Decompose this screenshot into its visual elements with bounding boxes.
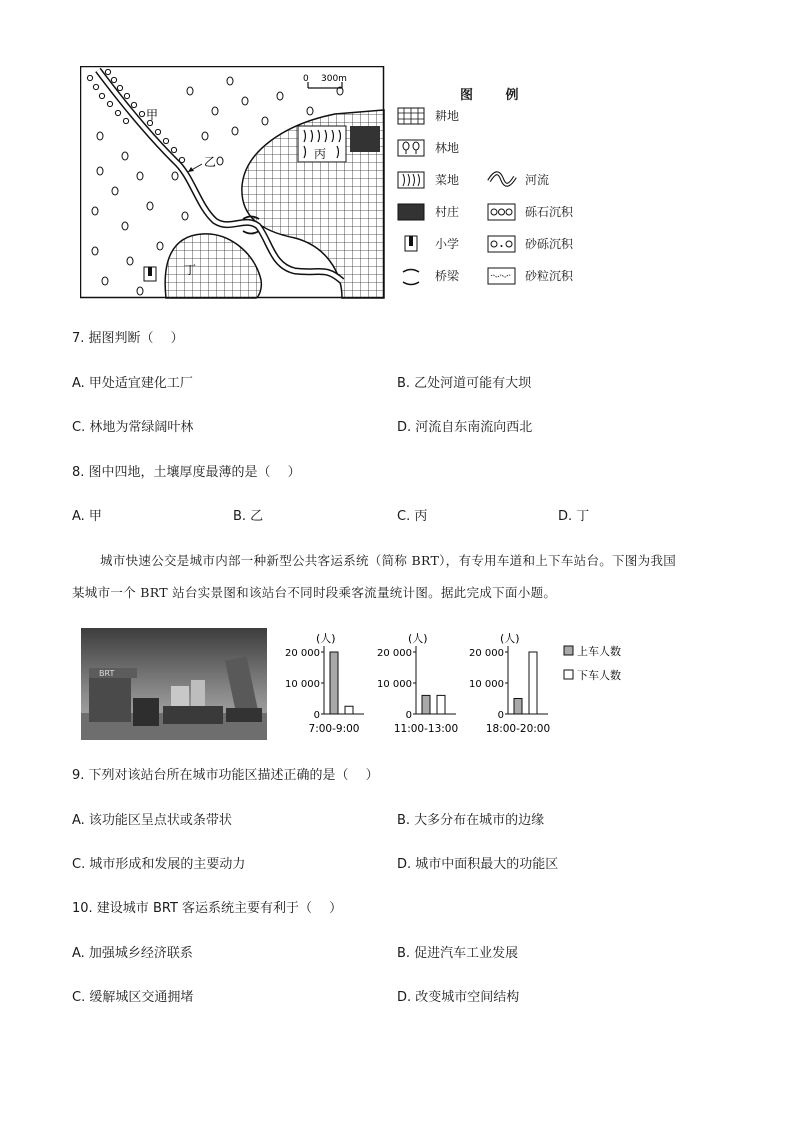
land-use-map [80,66,385,299]
passenger-flow-chart [280,628,630,740]
question-9-option-a[interactable]: A. 该功能区呈点状或条带状 [72,813,232,828]
vegetable-field-icon [398,172,424,188]
legend-label-sand: 砂粒沉积 [525,269,574,283]
place-ding: 丁 [184,263,197,277]
y-tick-label-0-0: 20 000 [285,648,320,659]
y-tick-label-1-0: 20 000 [377,648,412,659]
legend-label-vegetable: 菜地 [435,173,460,187]
passage-line-1: 城市快速公交是城市内部一种新型公共客运系统（简称 BRT），有专用车道和上下车站台。下图为我国 [100,553,677,568]
woodland-tree-icon [398,140,424,156]
question-10-option-a[interactable]: A. 加强城乡经济联系 [72,946,193,961]
village-block [350,126,380,152]
bar-alighting-0 [345,706,353,714]
passage-line-2: 某城市一个 BRT 站台实景图和该站台不同时段乘客流量统计图。据此完成下面小题。 [72,585,557,600]
brt-sign-text: BRT [99,669,115,678]
legend [397,107,587,297]
y-tick-label-1-2: 0 [405,710,412,721]
question-9-option-b[interactable]: B. 大多分布在城市的边缘 [397,813,545,828]
question-7-option-c[interactable]: C. 林地为常绿阔叶林 [72,420,194,435]
legend-swatch-0 [564,646,573,655]
scale-zero: 0 [303,74,309,84]
bar-alighting-2 [529,652,537,714]
question-7-option-b[interactable]: B. 乙处河道可能有大坝 [397,376,532,391]
question-9-option-c[interactable]: C. 城市形成和发展的主要动力 [72,857,246,872]
question-7-option-d[interactable]: D. 河流自东南流向西北 [397,420,533,435]
question-10-option-d[interactable]: D. 改变城市空间结构 [397,990,520,1005]
gravel-deposit-icon [488,204,515,220]
y-axis-unit-1: (人) [408,632,428,645]
place-bing: 丙 [314,147,327,161]
question-10-option-b[interactable]: B. 促进汽车工业发展 [397,946,519,961]
sandy-gravel-deposit-icon [488,236,515,252]
legend-entry-0: 上车人数 [577,645,621,658]
legend-entry-1: 下车人数 [577,669,621,682]
y-tick-label-2-2: 0 [497,710,504,721]
farmland-grid-icon [398,108,424,124]
question-7-stem: 7. 据图判断（ ） [72,331,184,346]
question-8-option-b[interactable]: B. 乙 [233,509,264,524]
school-icon [405,236,417,251]
legend-label-sandy-gravel: 砂砾沉积 [525,237,574,251]
y-tick-label-2-0: 20 000 [469,648,504,659]
legend-label-woodland: 林地 [435,141,460,155]
brt-station-photo [81,628,267,740]
question-8-option-c[interactable]: C. 丙 [397,509,428,524]
river-icon [489,173,515,185]
sand-deposit-icon [488,268,515,284]
y-tick-label-2-1: 10 000 [469,679,504,690]
legend-label-school: 小学 [435,237,460,251]
y-tick-label-0-1: 10 000 [285,679,320,690]
x-category-label-1: 11:00-13:00 [393,723,459,735]
bridge-icon [403,270,419,285]
place-yi: 乙 [204,155,217,169]
legend-title: 图 例 [460,88,533,103]
legend-label-gravel: 砾石沉积 [525,205,574,219]
question-8-option-d[interactable]: D. 丁 [558,509,590,524]
place-jia: 甲 [146,108,159,122]
scale-label: 300m [321,74,347,84]
question-7-option-a[interactable]: A. 甲处适宜建化工厂 [72,376,193,391]
bar-boarding-0 [330,652,338,714]
x-category-label-2: 18:00-20:00 [485,723,551,735]
x-category-label-0: 7:00-9:00 [308,723,360,735]
y-axis-unit-0: (人) [316,632,336,645]
village-block-icon [398,204,424,220]
question-10-stem: 10. 建设城市 BRT 客运系统主要有利于（ ） [72,901,343,916]
bar-alighting-1 [437,695,445,714]
bar-boarding-1 [422,695,430,714]
legend-label-river: 河流 [525,173,550,187]
y-axis-unit-2: (人) [500,632,520,645]
question-9-stem: 9. 下列对该站台所在城市功能区描述正确的是（ ） [72,768,379,783]
y-tick-label-0-2: 0 [313,710,320,721]
bar-boarding-2 [514,699,522,715]
legend-label-bridge: 桥梁 [435,269,460,283]
question-10-option-c[interactable]: C. 缓解城区交通拥堵 [72,990,194,1005]
legend-label-village: 村庄 [435,205,460,219]
y-tick-label-1-1: 10 000 [377,679,412,690]
legend-swatch-1 [564,670,573,679]
question-8-option-a[interactable]: A. 甲 [72,509,102,524]
legend-label-farmland: 耕地 [435,109,460,123]
question-9-option-d[interactable]: D. 城市中面积最大的功能区 [397,857,559,872]
question-8-stem: 8. 图中四地，土壤厚度最薄的是（ ） [72,465,301,480]
